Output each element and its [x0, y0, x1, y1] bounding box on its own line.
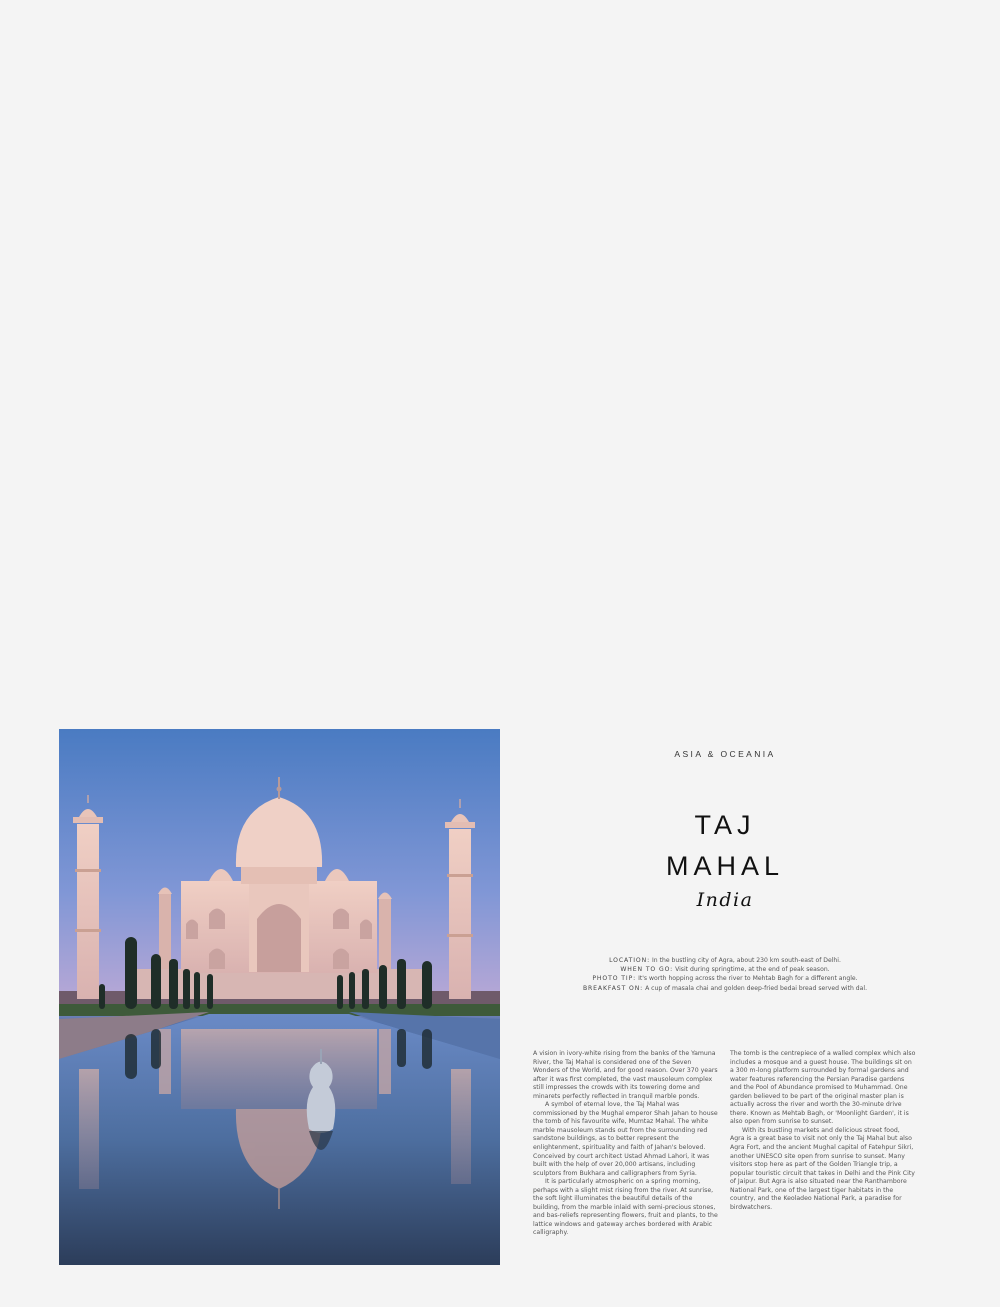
fact-key: WHEN TO GO:	[620, 966, 674, 974]
body-paragraph: A vision in ivory-white rising from the banks of the Yamuna River, the Taj Mahal is considered one of the Seven Wonders of the World, and for good reason. Over 370 years after it was first completed, the vast mausoleum complex still impresses the crowds with its towering dome and minarets perfectly reflected in tranquil marble ponds.	[533, 1050, 718, 1100]
fact-location	[530, 956, 920, 965]
fact-breakfast-on	[530, 984, 920, 993]
fact-key: LOCATION:	[609, 957, 651, 964]
fact-value: It's worth hopping across the river to Mehtab Bagh for a different angle.	[638, 975, 858, 983]
page-subtitle-country: India	[696, 889, 754, 911]
fact-photo-tip	[530, 974, 920, 983]
body-paragraph: A symbol of eternal love, the Taj Mahal was commissioned by the Mughal emperor Shah Jahan to house the tomb of his favourite wife, Mumtaz Mahal. The white marble mausoleum stands out from the surrounding red sandstone buildings, as to better represent the enlightenment, spirituality and faith of Jahan's beloved. Conceived by court architect Ustad Ahmad Lahori, it was built with the help of over 20,000 artisans, including sculptors from Bukhara and calligraphers from Syria.	[533, 1101, 718, 1177]
facts-block	[530, 956, 920, 993]
taj-mahal-photo	[59, 729, 500, 1265]
fact-when-to-go	[530, 965, 920, 974]
fact-key: PHOTO TIP:	[592, 975, 637, 983]
taj-mahal-illustration	[59, 729, 500, 1265]
body-column-2	[730, 1050, 916, 1212]
fact-value: In the bustling city of Agra, about 230 km south-east of Delhi.	[651, 957, 841, 964]
body-column-1	[533, 1050, 719, 1238]
body-paragraph: It is particularly atmospheric on a spring morning, perhaps with a slight mist rising from the river. At sunrise, the soft light illuminates the beautiful details of the building, from the marble inlaid with semi-precious stones, and bas-reliefs representing flowers, fruit and plants, to the lattice windows and gateway arches bordered with Arabic calligraphy.	[533, 1178, 718, 1237]
page-title-line-1: TAJ	[694, 810, 756, 840]
fact-value: Visit during springtime, at the end of peak season.	[675, 966, 830, 974]
body-paragraph: The tomb is the centrepiece of a walled complex which also includes a mosque and a guest house. The buildings sit on a 300 m-long platform surrounded by formal gardens and water features referencing the Persian Paradise gardens and the Pool of Abundance promised to Muhammad. One garden believed to be part of the original master plan is actually across the river and worth the 30-minute drive there. Known as Mehtab Bagh, or 'Moonlight Garden', it is also open from sunrise to sunset.	[730, 1050, 916, 1126]
fact-key: BREAKFAST ON:	[582, 984, 644, 992]
section-label: ASIA & OCEANIA	[674, 749, 776, 759]
body-paragraph: With its bustling markets and delicious street food, Agra is a great base to visit not only the Taj Mahal but also Agra Fort, and the ancient Mughal capital of Fatehpur Sikri, another UNESCO site open from sunrise to sunset. Many visitors stop here as part of the Golden Triangle trip, a popular touristic circuit that takes in Delhi and the Pink City of Jaipur. But Agra is also situated near the Ranthambore National Park, one of the largest tiger habitats in the country, and the Keoladeo National Park, a paradise for birdwatchers.	[730, 1126, 915, 1211]
fact-value: A cup of masala chai and golden deep-fried bedai bread served with dal.	[645, 984, 868, 992]
page-title-line-2: MAHAL	[665, 851, 785, 881]
